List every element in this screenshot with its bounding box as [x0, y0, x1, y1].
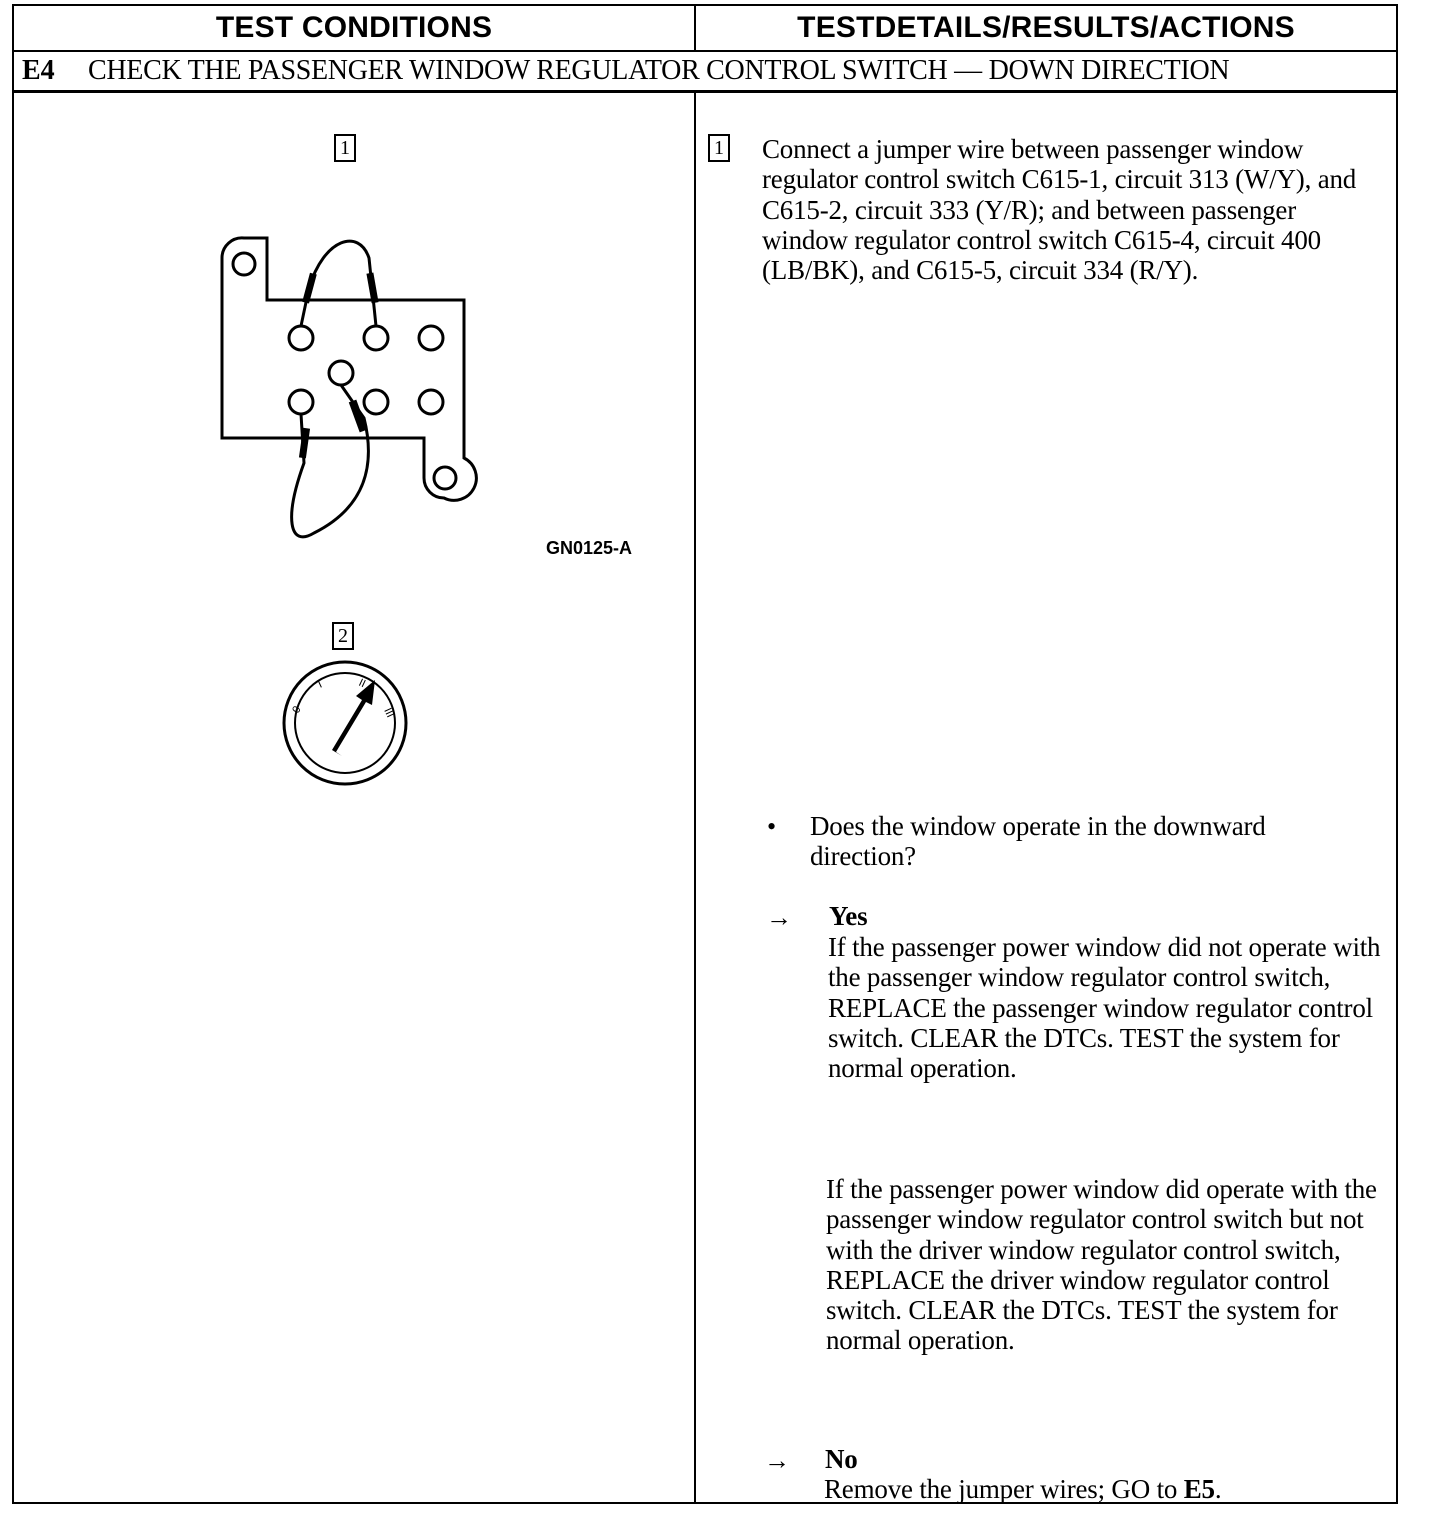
test-table	[12, 4, 1398, 1504]
pin-3	[419, 326, 443, 350]
no-action-prefix: Remove the jumper wires; GO to	[824, 1474, 1184, 1504]
yes-label: Yes	[829, 901, 868, 931]
no-action	[824, 1474, 1384, 1504]
figure-1-caption: GN0125-A	[546, 538, 633, 558]
pin-center	[329, 361, 353, 385]
pin-5	[364, 390, 388, 414]
header-test-details: TESTDETAILS/RESULTS/ACTIONS	[797, 11, 1295, 44]
no-action-suffix: .	[1214, 1474, 1222, 1504]
step-rule	[14, 90, 1396, 93]
yes-arrow: →	[766, 903, 792, 932]
ignition-mark-0: 0	[290, 704, 304, 716]
mount-hole-left	[233, 253, 255, 275]
question-text: Does the window operate in the downward direction?	[810, 811, 1266, 872]
step-row	[14, 52, 1396, 90]
question-bullet: •	[767, 812, 777, 841]
no-action-target: E5	[1183, 1474, 1215, 1504]
step-1-instruction: Connect a jumper wire between passenger window regulator control switch C615-1, circuit 313 (W/Y), and C615-2, circuit 333 (Y/R); and between passenger window regulator control switch C615-4, circuit 400 (LB/BK), and C615-5, circuit 334 (R/Y).	[762, 134, 1357, 286]
step-id: E4	[22, 55, 55, 86]
header-test-conditions: TEST CONDITIONS	[215, 11, 493, 44]
figure-1-label: 1	[334, 134, 356, 162]
connector-jumper-diagram	[204, 228, 494, 548]
yes-action-1: If the passenger power window did not operate with the passenger window regulator control switch, REPLACE the passenger window regulator control switch. CLEAR the DTCs. TEST the system for normal operation.	[828, 932, 1381, 1084]
step-title: CHECK THE PASSENGER WINDOW REGULATOR CONTROL SWITCH — DOWN DIRECTION	[88, 55, 1230, 86]
pin-1	[289, 326, 313, 350]
ignition-mark-2: II	[356, 676, 368, 691]
ignition-switch-diagram	[280, 658, 410, 788]
ignition-mark-1: I	[316, 678, 325, 691]
ignition-inner-ring	[295, 673, 395, 773]
ignition-pointer-arrow	[332, 680, 375, 756]
no-label: No	[825, 1444, 858, 1474]
no-arrow: →	[764, 1446, 790, 1475]
pin-2	[364, 326, 388, 350]
mount-hole-right	[434, 467, 456, 489]
step-1-label: 1	[708, 134, 730, 162]
column-divider	[694, 93, 696, 1502]
pin-6	[419, 390, 443, 414]
pin-4	[289, 390, 313, 414]
jumper-probe-bottom-left	[299, 428, 310, 459]
figure-2-label: 2	[332, 622, 354, 650]
yes-action-2: If the passenger power window did operate with the passenger window regulator control switch but not with the driver window regulator control switch, REPLACE the driver window regulator control switch. CLEAR the DTCs. TEST the system for normal operation.	[826, 1174, 1377, 1356]
ignition-mark-3: III	[381, 706, 397, 720]
ignition-outer-ring	[284, 662, 406, 784]
